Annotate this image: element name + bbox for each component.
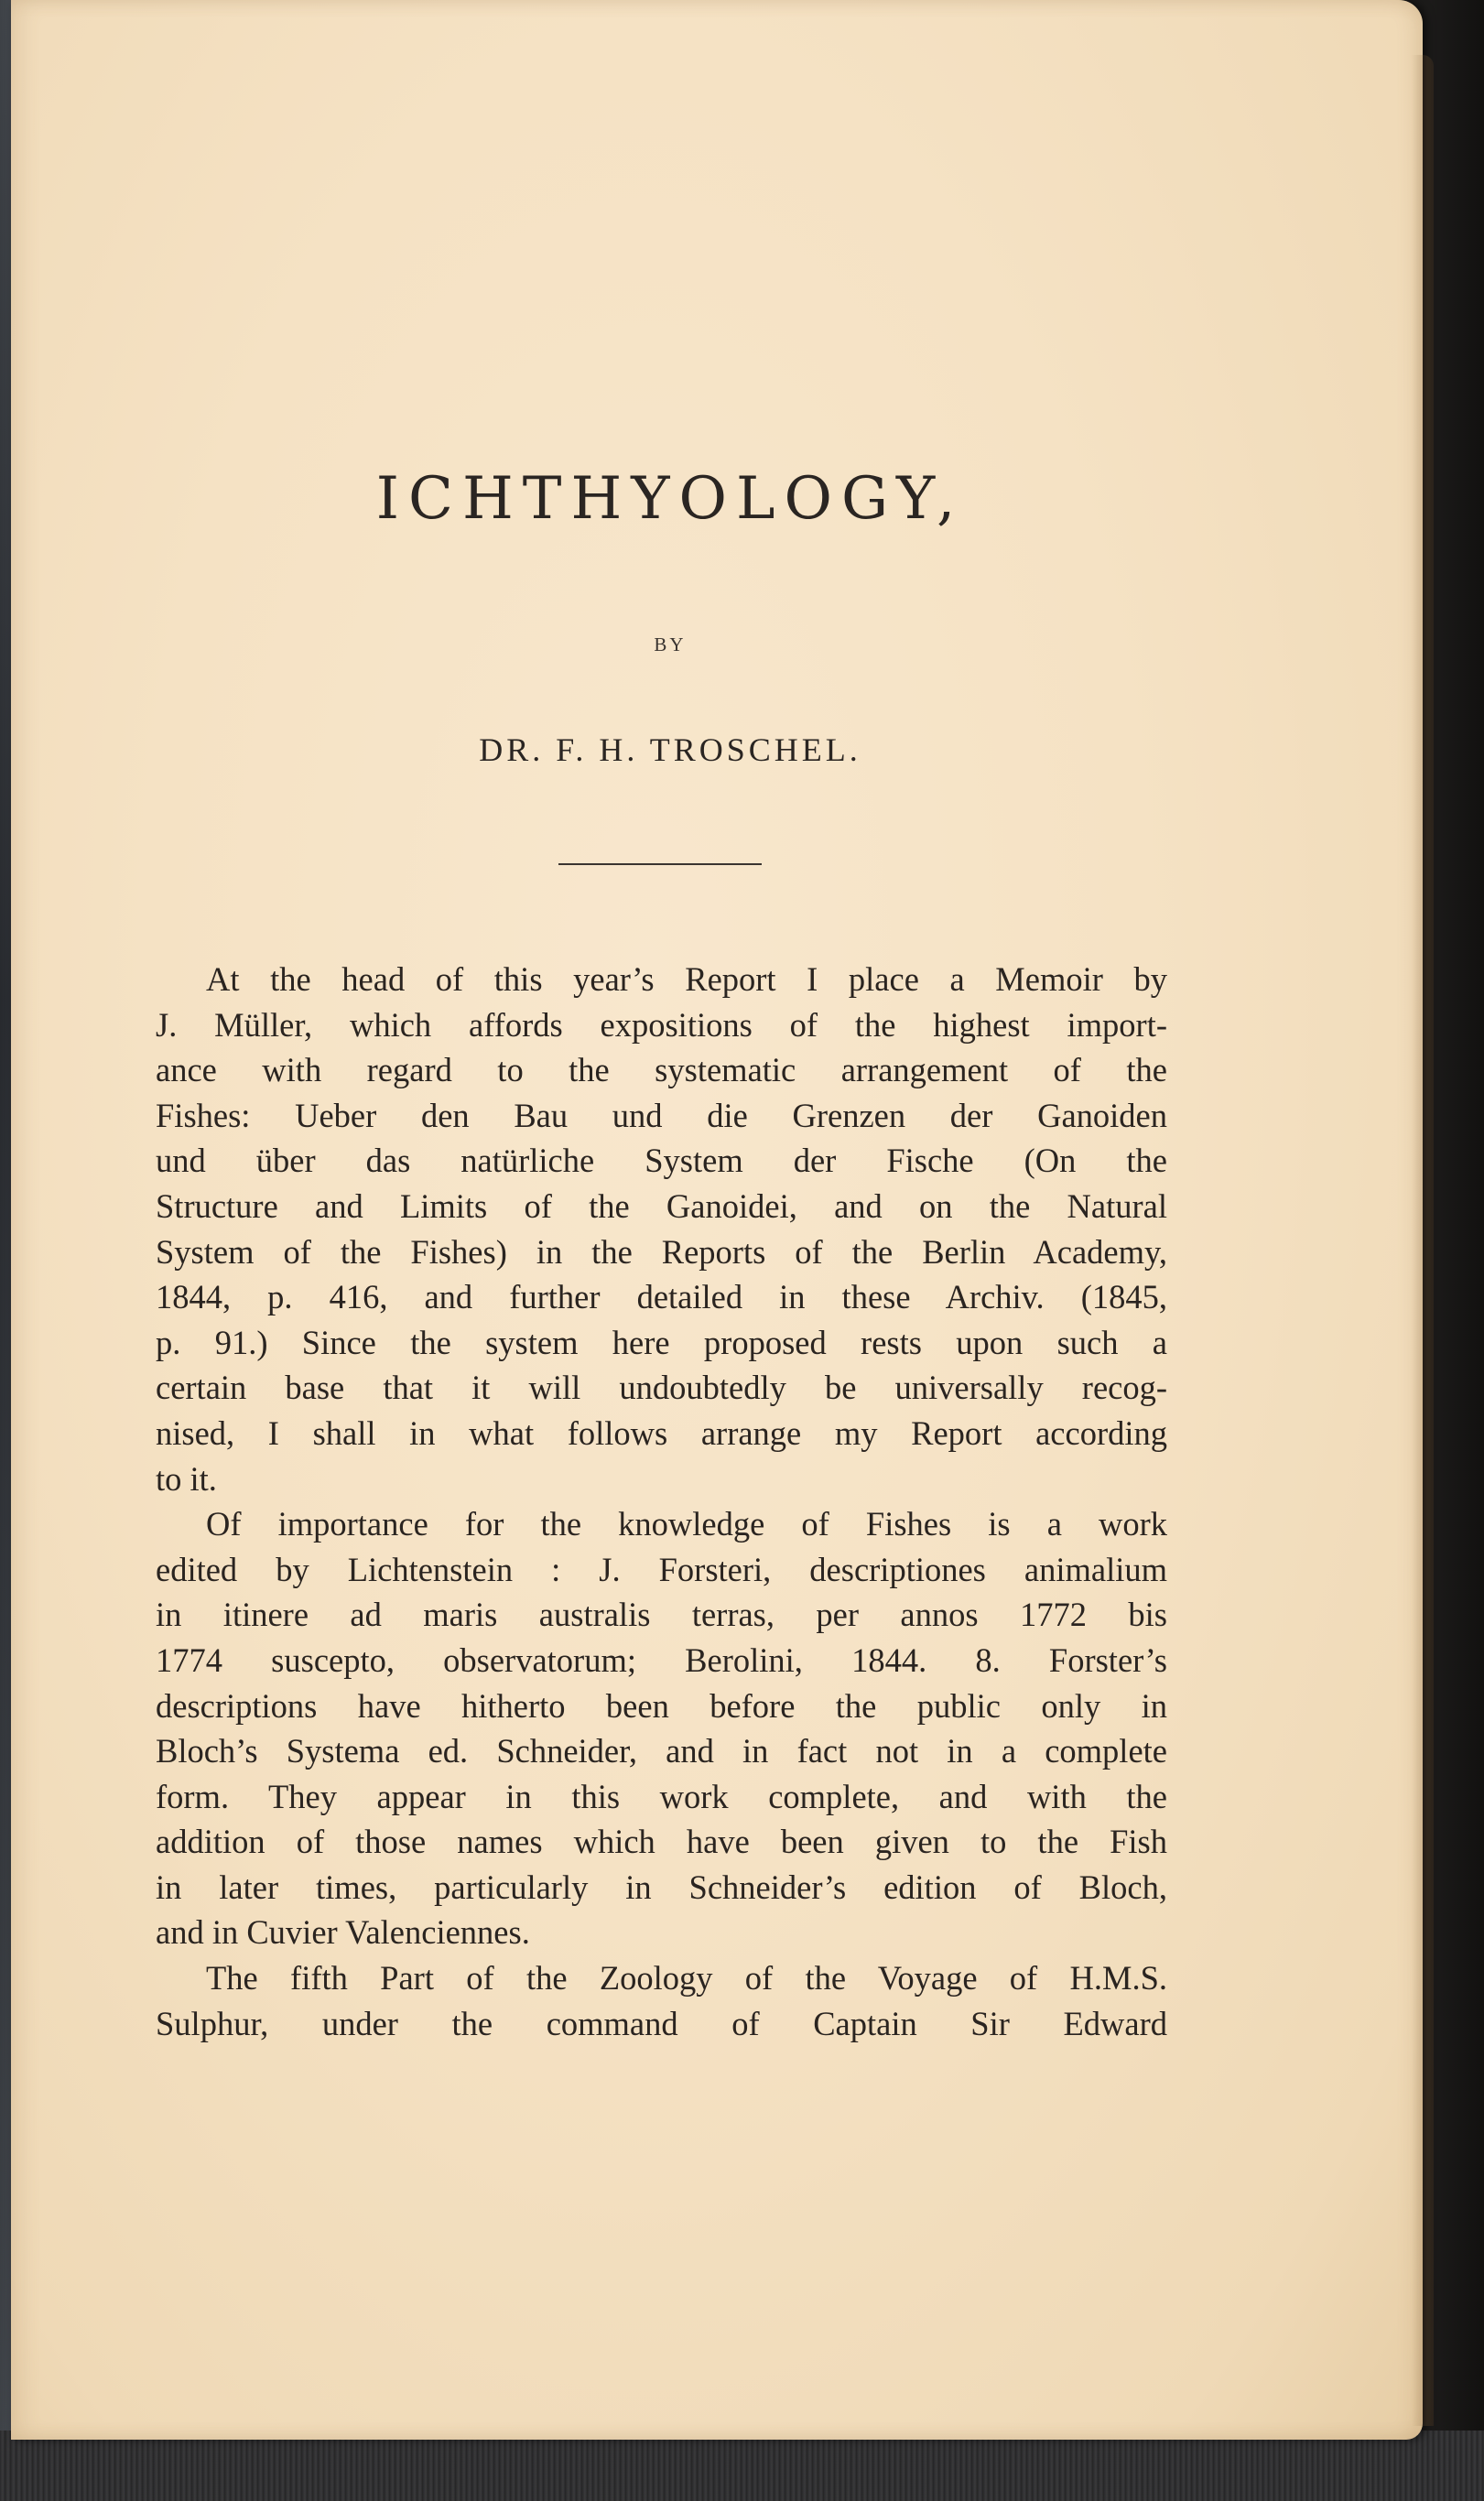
text-line: form. They appear in this work complete, and with the: [156, 1777, 1167, 1815]
divider-rule: [558, 863, 762, 865]
text-line: Bloch’s Systema ed. Schneider, and in fact not in a complete: [156, 1732, 1167, 1770]
body-text: [156, 957, 1167, 2046]
text-line: p. 91.) Since the system here proposed rests upon such a: [156, 1323, 1167, 1361]
page-curl-shadow: [1412, 55, 1434, 2426]
text-line: Sulphur, under the command of Captain Sir Edward: [156, 2004, 1167, 2042]
text-line: System of the Fishes) in the Reports of the Berlin Academy,: [156, 1232, 1167, 1271]
book-page: [11, 0, 1423, 2440]
text-line: edited by Lichtenstein : J. Forsteri, descriptiones animalium: [156, 1550, 1167, 1588]
text-line: 1774 suscepto, observatorum; Berolini, 1844. 8. Forster’s: [156, 1640, 1167, 1679]
text-line: J. Müller, which affords expositions of the highest import-: [156, 1005, 1167, 1044]
byline-label: BY: [654, 633, 687, 655]
text-line: descriptions have hitherto been before the public only in: [156, 1686, 1167, 1725]
page-title: ICHTHYOLOGY,: [375, 465, 965, 533]
text-line: 1844, p. 416, and further detailed in these Archiv. (1845,: [156, 1278, 1167, 1316]
page-stack-edge: [0, 2431, 1484, 2501]
text-line: und über das natürliche System der Fische (On the: [156, 1142, 1167, 1180]
text-line: nised, I shall in what follows arrange my Report according: [156, 1413, 1167, 1452]
text-line: certain base that it will undoubtedly be universally recog-: [156, 1369, 1167, 1407]
text-line: Of importance for the knowledge of Fishes is a work: [206, 1505, 1167, 1543]
text-line: and in Cuvier Valenciennes.: [156, 1913, 530, 1952]
text-line: in itinere ad maris australis terras, per annos 1772 bis: [156, 1596, 1167, 1634]
text-line: to it.: [156, 1459, 217, 1498]
text-line: The fifth Part of the Zoology of the Voyage of H.M.S.: [206, 1959, 1167, 1998]
text-line: ance with regard to the systematic arrangement of the: [156, 1051, 1167, 1089]
book-binding-edge: [0, 0, 11, 2501]
text-line: in later times, particularly in Schneider’s edition of Bloch,: [156, 1868, 1167, 1906]
text-line: Fishes: Ueber den Bau und die Grenzen der Ganoiden: [156, 1096, 1167, 1134]
text-line: At the head of this year’s Report I place a Memoir by: [206, 960, 1167, 998]
text-line: addition of those names which have been given to the Fish: [156, 1823, 1167, 1861]
author-name: DR. F. H. TROSCHEL.: [479, 731, 861, 768]
text-line: Structure and Limits of the Ganoidei, and on the Natural: [156, 1186, 1167, 1225]
